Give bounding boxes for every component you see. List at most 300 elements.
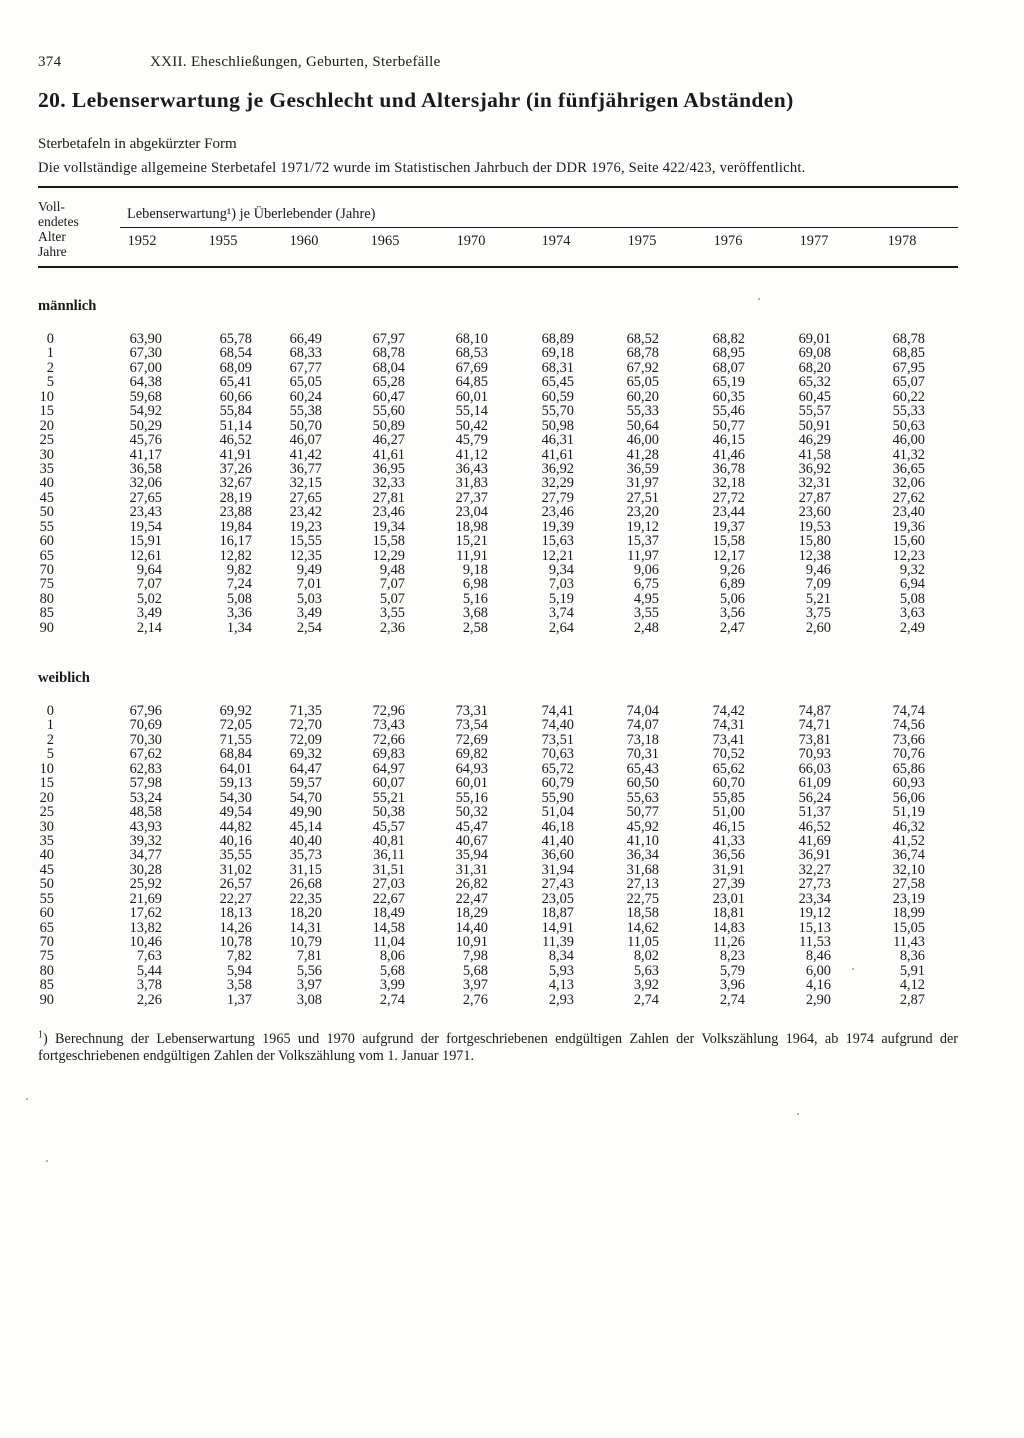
value-cell: 5,44 [136,962,162,979]
value-cell: 11,43 [893,934,925,950]
value-cell: 55,33 [892,403,925,420]
value-cell: 27,03 [372,876,405,893]
value-cell: 68,20 [798,359,831,376]
value-cell: 11,05 [627,934,659,950]
value-cell: 48,58 [129,804,162,821]
value-cell: 22,75 [626,890,659,907]
value-cell: 51,19 [892,804,925,821]
value-cell: 68,04 [372,359,405,376]
value-cell: 65,62 [712,760,745,777]
value-cell: 71,55 [219,731,252,748]
value-cell: 2,76 [462,991,488,1008]
value-cell: 19,12 [626,518,659,535]
value-cell: 9,06 [633,562,659,578]
paper-speck [758,298,760,300]
value-cell: 36,95 [372,460,405,477]
value-cell: 32,06 [129,475,162,492]
value-cell: 5,63 [633,962,659,979]
table-row [38,863,958,877]
value-cell: 7,82 [226,948,252,965]
age-cell: 25 [39,432,54,449]
value-cell: 11,39 [542,934,574,950]
value-cell: 74,87 [798,703,831,719]
value-cell: 27,87 [798,489,831,506]
value-cell: 55,85 [712,789,745,806]
value-cell: 27,73 [798,876,831,893]
column-group-header: Lebenserwartung¹) je Überlebender (Jahre) [127,206,376,222]
year-header: 1974 [541,233,571,249]
value-cell: 7,81 [296,948,322,965]
value-cell: 4,95 [633,590,659,607]
value-cell: 41,40 [541,832,574,849]
value-cell: 67,30 [129,345,162,362]
value-cell: 55,38 [289,403,322,420]
value-cell: 3,08 [296,991,322,1008]
age-cell: 45 [39,489,54,506]
value-cell: 31,97 [626,475,659,492]
value-cell: 9,26 [719,562,745,578]
value-cell: 55,46 [712,403,745,420]
value-cell: 9,64 [136,562,162,578]
paper-speck [26,1098,28,1100]
value-cell: 3,49 [296,605,322,622]
stub-header-line: Jahre [38,244,67,259]
value-cell: 65,78 [219,331,252,347]
age-cell: 80 [39,962,54,979]
value-cell: 55,60 [372,403,405,420]
value-cell: 19,84 [219,518,252,535]
value-cell: 45,47 [455,818,488,835]
value-cell: 27,65 [129,489,162,506]
value-cell: 41,58 [798,446,831,463]
table-row [38,993,958,1007]
value-cell: 3,56 [719,605,745,622]
header-rule [120,227,958,228]
value-cell: 11,04 [373,934,405,950]
value-cell: 39,32 [129,832,162,849]
value-cell: 68,52 [626,331,659,347]
value-cell: 65,28 [372,374,405,391]
table-row [38,448,958,462]
year-header: 1960 [289,233,319,249]
value-cell: 62,83 [129,760,162,777]
value-cell: 65,05 [289,374,322,391]
value-cell: 5,68 [379,962,405,979]
value-cell: 2,60 [805,619,831,636]
value-cell: 14,31 [289,919,322,936]
value-cell: 74,56 [892,717,925,734]
year-header: 1975 [627,233,657,249]
section-label-maennlich: männlich [38,298,97,314]
value-cell: 66,49 [289,331,322,347]
value-cell: 56,24 [798,789,831,806]
value-cell: 60,24 [289,388,322,405]
value-cell: 74,07 [626,717,659,734]
value-cell: 65,32 [798,374,831,391]
value-cell: 60,93 [892,775,925,792]
table-row [38,820,958,834]
value-cell: 18,49 [372,905,405,922]
age-cell: 90 [39,619,54,636]
table-row [38,346,958,360]
table-row [38,762,958,776]
value-cell: 46,29 [798,432,831,449]
value-cell: 65,07 [892,374,925,391]
value-cell: 74,74 [892,703,925,719]
value-cell: 35,73 [289,847,322,864]
age-cell: 70 [39,562,54,578]
value-cell: 32,33 [372,475,405,492]
value-cell: 46,00 [892,432,925,449]
value-cell: 68,10 [455,331,488,347]
value-cell: 32,06 [892,475,925,492]
value-cell: 7,07 [136,576,162,593]
value-cell: 31,68 [626,861,659,878]
table-row [38,805,958,819]
table-row [38,921,958,935]
value-cell: 45,57 [372,818,405,835]
table-row [38,791,958,805]
value-cell: 3,55 [633,605,659,622]
value-cell: 23,34 [798,890,831,907]
value-cell: 4,13 [548,977,574,994]
value-cell: 69,92 [219,703,252,719]
value-cell: 14,62 [626,919,659,936]
year-header: 1977 [799,233,829,249]
table-row [38,419,958,433]
value-cell: 7,01 [296,576,322,593]
value-cell: 5,08 [226,590,252,607]
page-number: 374 [38,54,62,70]
value-cell: 74,71 [798,717,831,734]
value-cell: 8,06 [379,948,405,965]
value-cell: 41,28 [626,446,659,463]
value-cell: 55,57 [798,403,831,420]
value-cell: 6,98 [462,576,488,593]
value-cell: 50,64 [626,417,659,434]
value-cell: 50,29 [129,417,162,434]
value-cell: 65,45 [541,374,574,391]
value-cell: 73,18 [626,731,659,748]
age-cell: 85 [39,605,54,622]
stub-header-line: Alter [38,229,66,244]
value-cell: 5,93 [548,962,574,979]
value-cell: 65,86 [892,760,925,777]
value-cell: 9,48 [379,562,405,578]
value-cell: 31,91 [712,861,745,878]
value-cell: 49,54 [219,804,252,821]
value-cell: 65,43 [626,760,659,777]
value-cell: 74,31 [712,717,745,734]
value-cell: 46,52 [798,818,831,835]
value-cell: 3,92 [633,977,659,994]
value-cell: 2,74 [633,991,659,1008]
value-cell: 23,40 [892,504,925,521]
table-row [38,747,958,761]
value-cell: 15,63 [541,533,574,550]
value-cell: 23,20 [626,504,659,521]
value-cell: 8,36 [899,948,925,965]
value-cell: 12,82 [219,547,252,564]
value-cell: 35,55 [219,847,252,864]
value-cell: 2,48 [633,619,659,636]
paper-speck [46,1160,48,1162]
value-cell: 31,02 [219,861,252,878]
table-row [38,375,958,389]
age-cell: 50 [39,504,54,521]
value-cell: 73,43 [372,717,405,734]
value-cell: 7,09 [805,576,831,593]
table-row [38,592,958,606]
value-cell: 41,42 [289,446,322,463]
value-cell: 19,53 [798,518,831,535]
value-cell: 2,54 [296,619,322,636]
value-cell: 65,41 [219,374,252,391]
value-cell: 2,93 [548,991,574,1008]
value-cell: 68,09 [219,359,252,376]
value-cell: 32,15 [289,475,322,492]
age-cell: 45 [39,861,54,878]
table-row [38,892,958,906]
age-cell: 1 [46,345,54,362]
value-cell: 55,21 [372,789,405,806]
value-cell: 45,76 [129,432,162,449]
age-cell: 2 [46,731,54,748]
value-cell: 18,87 [541,905,574,922]
value-cell: 2,74 [379,991,405,1008]
value-cell: 22,35 [289,890,322,907]
value-cell: 23,46 [372,504,405,521]
value-cell: 26,82 [455,876,488,893]
value-cell: 40,40 [289,832,322,849]
table-subtitle: Sterbetafeln in abgekürzter Form [38,136,237,152]
value-cell: 49,90 [289,804,322,821]
value-cell: 15,60 [892,533,925,550]
value-cell: 51,37 [798,804,831,821]
value-cell: 50,63 [892,417,925,434]
table-row [38,733,958,747]
value-cell: 45,79 [455,432,488,449]
value-cell: 15,58 [712,533,745,550]
table-row [38,505,958,519]
age-cell: 10 [39,388,54,405]
paper-speck [797,1113,799,1115]
value-cell: 46,07 [289,432,322,449]
value-cell: 18,20 [289,905,322,922]
value-cell: 3,96 [719,977,745,994]
value-cell: 2,36 [379,619,405,636]
age-cell: 85 [39,977,54,994]
value-cell: 68,78 [372,345,405,362]
value-cell: 3,74 [548,605,574,622]
value-cell: 60,47 [372,388,405,405]
value-cell: 68,85 [892,345,925,362]
age-cell: 65 [39,547,54,564]
table-row [38,549,958,563]
footnote-marker: 1 [38,1029,43,1041]
value-cell: 36,91 [798,847,831,864]
value-cell: 51,04 [541,804,574,821]
value-cell: 5,02 [136,590,162,607]
value-cell: 36,34 [626,847,659,864]
value-cell: 65,19 [712,374,745,391]
value-cell: 9,49 [296,562,322,578]
value-cell: 23,42 [289,504,322,521]
value-cell: 55,33 [626,403,659,420]
table-row [38,949,958,963]
value-cell: 67,69 [455,359,488,376]
value-cell: 10,79 [289,934,322,950]
value-cell: 60,50 [626,775,659,792]
value-cell: 27,39 [712,876,745,893]
value-cell: 59,57 [289,775,322,792]
value-cell: 18,13 [219,905,252,922]
value-cell: 46,00 [626,432,659,449]
section-rows-maennlich [38,332,958,635]
value-cell: 5,21 [805,590,831,607]
value-cell: 10,78 [219,934,252,950]
value-cell: 63,90 [129,331,162,347]
value-cell: 32,31 [798,475,831,492]
value-cell: 9,46 [805,562,831,578]
value-cell: 19,34 [372,518,405,535]
value-cell: 50,89 [372,417,405,434]
value-cell: 6,89 [719,576,745,593]
value-cell: 67,62 [129,746,162,763]
value-cell: 36,59 [626,460,659,477]
table-row [38,964,958,978]
age-cell: 35 [39,460,54,477]
value-cell: 18,98 [455,518,488,535]
value-cell: 60,66 [219,388,252,405]
value-cell: 27,13 [626,876,659,893]
value-cell: 74,41 [541,703,574,719]
value-cell: 50,77 [712,417,745,434]
value-cell: 36,56 [712,847,745,864]
value-cell: 12,38 [798,547,831,564]
value-cell: 23,88 [219,504,252,521]
value-cell: 2,49 [899,619,925,636]
value-cell: 5,68 [462,962,488,979]
footnote [38,1031,958,1065]
value-cell: 3,97 [296,977,322,994]
value-cell: 3,36 [226,605,252,622]
value-cell: 67,95 [892,359,925,376]
value-cell: 14,26 [219,919,252,936]
age-cell: 40 [39,847,54,864]
value-cell: 14,91 [541,919,574,936]
value-cell: 60,07 [372,775,405,792]
value-cell: 72,70 [289,717,322,734]
value-cell: 60,70 [712,775,745,792]
table-row [38,718,958,732]
value-cell: 31,15 [289,861,322,878]
value-cell: 67,00 [129,359,162,376]
value-cell: 19,37 [712,518,745,535]
value-cell: 23,19 [892,890,925,907]
value-cell: 12,35 [289,547,322,564]
value-cell: 60,22 [892,388,925,405]
value-cell: 2,90 [805,991,831,1008]
value-cell: 35,94 [455,847,488,864]
value-cell: 3,78 [136,977,162,994]
value-cell: 64,93 [455,760,488,777]
value-cell: 5,16 [462,590,488,607]
value-cell: 27,43 [541,876,574,893]
value-cell: 69,83 [372,746,405,763]
value-cell: 59,68 [129,388,162,405]
value-cell: 7,63 [136,948,162,965]
value-cell: 41,91 [219,446,252,463]
value-cell: 5,79 [719,962,745,979]
table-row [38,433,958,447]
value-cell: 70,69 [129,717,162,734]
value-cell: 10,46 [129,934,162,950]
value-cell: 46,27 [372,432,405,449]
value-cell: 3,99 [379,977,405,994]
age-cell: 50 [39,876,54,893]
value-cell: 32,27 [798,861,831,878]
year-header: 1965 [370,233,400,249]
value-cell: 65,72 [541,760,574,777]
value-cell: 68,78 [892,331,925,347]
value-cell: 19,54 [129,518,162,535]
value-cell: 3,75 [805,605,831,622]
value-cell: 27,79 [541,489,574,506]
value-cell: 54,30 [219,789,252,806]
value-cell: 70,76 [892,746,925,763]
value-cell: 19,36 [892,518,925,535]
value-cell: 55,63 [626,789,659,806]
value-cell: 26,68 [289,876,322,893]
value-cell: 56,06 [892,789,925,806]
table-row [38,935,958,949]
value-cell: 18,81 [712,905,745,922]
value-cell: 50,70 [289,417,322,434]
value-cell: 36,65 [892,460,925,477]
table-row [38,390,958,404]
table-row [38,476,958,490]
value-cell: 6,00 [805,962,831,979]
value-cell: 69,18 [541,345,574,362]
value-cell: 72,96 [372,703,405,719]
value-cell: 14,83 [712,919,745,936]
value-cell: 5,94 [226,962,252,979]
value-cell: 36,77 [289,460,322,477]
value-cell: 70,52 [712,746,745,763]
value-cell: 18,29 [455,905,488,922]
value-cell: 73,54 [455,717,488,734]
value-cell: 8,34 [548,948,574,965]
value-cell: 14,58 [372,919,405,936]
value-cell: 9,34 [548,562,574,578]
value-cell: 5,07 [379,590,405,607]
table-row [38,404,958,418]
year-header: 1952 [127,233,157,249]
section-label-weiblich: weiblich [38,670,90,686]
value-cell: 36,58 [129,460,162,477]
value-cell: 6,75 [633,576,659,593]
value-cell: 70,63 [541,746,574,763]
value-cell: 34,77 [129,847,162,864]
value-cell: 50,77 [626,804,659,821]
value-cell: 46,15 [712,818,745,835]
age-cell: 15 [39,403,54,420]
value-cell: 7,03 [548,576,574,593]
value-cell: 3,49 [136,605,162,622]
value-cell: 46,15 [712,432,745,449]
year-header-row [38,233,958,253]
